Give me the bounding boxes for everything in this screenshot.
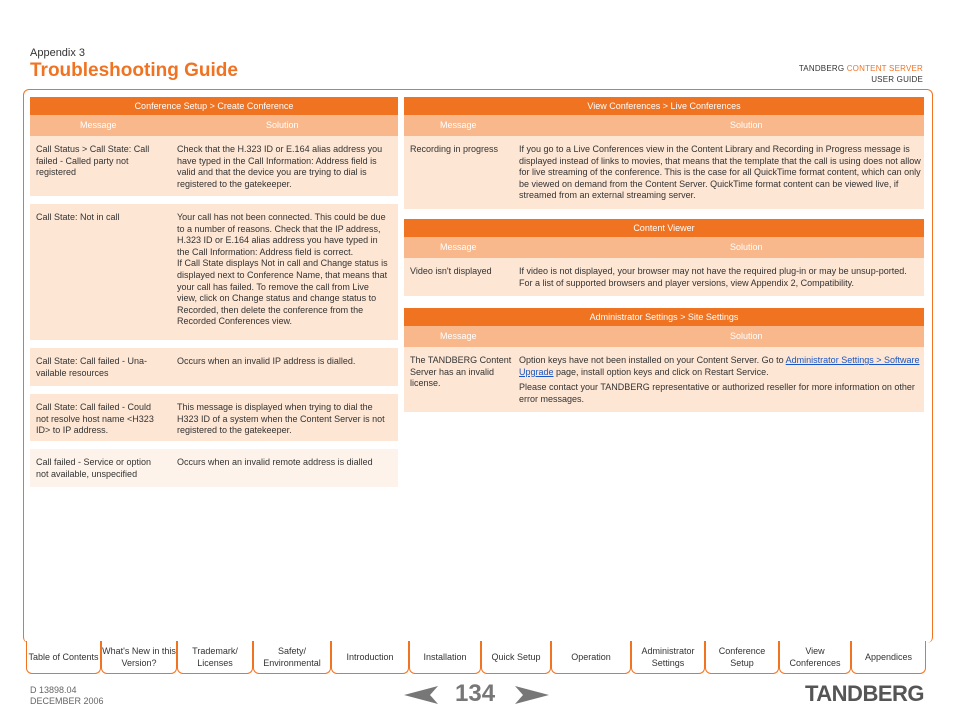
next-page-arrow-icon[interactable] xyxy=(515,686,549,704)
tab-operation[interactable]: Operation xyxy=(551,641,631,674)
table-subheader xyxy=(404,326,924,347)
col-message: Message xyxy=(440,242,477,252)
tab-table-of-contents[interactable]: Table of Contents xyxy=(26,641,101,674)
table-title: Administrator Settings > Site Settings xyxy=(404,308,924,326)
tab-trademark-licenses[interactable]: Trademark/ Licenses xyxy=(177,641,253,674)
col-message: Message xyxy=(80,120,117,130)
table-row xyxy=(404,258,924,296)
row-message: Call State: Call failed - Could not resolve host name <H323 ID> to IP address. xyxy=(36,402,154,436)
conference-setup-table xyxy=(30,97,398,479)
administrator-settings-table xyxy=(404,308,924,412)
row-solution: If video is not displayed, your browser may not have the required plug-in or may be unsup-ported. For a list of supported browsers and player versions, view Appendix 2, Compatibility. xyxy=(519,266,907,288)
table-row xyxy=(30,394,398,441)
row-solution: Your call has not been connected. This could be due to a number of reasons. Check that the IP address, H.323 ID or E.164 alias address you have typed in the Call Information: Address field is correct. If Call State displays Not in call and Change status is displayed next to Conference Name, that means that your call has failed. To remove the call from Live view, click on Change status and change status to Recorded, then delete the conference from the Recorded Conferences view. xyxy=(177,212,388,327)
tab-safety-environmental[interactable]: Safety/ Environmental xyxy=(253,641,331,674)
table-row xyxy=(30,449,398,487)
live-conferences-table xyxy=(404,97,924,209)
tab-whats-new[interactable]: What's New in this Version? xyxy=(101,641,177,674)
table-row xyxy=(30,348,398,386)
tab-introduction[interactable]: Introduction xyxy=(331,641,409,674)
col-solution: Solution xyxy=(266,120,299,130)
table-title: View Conferences > Live Conferences xyxy=(404,97,924,115)
document-info xyxy=(30,685,104,707)
brand-header xyxy=(799,63,923,85)
navigation-tabs xyxy=(26,641,926,675)
solution-paragraph: Option keys have not been installed on your Content Server. Go to Administrator Settings > Software Upgrade page, install option keys and click on Restart Service. xyxy=(519,355,920,377)
brand-guide: USER GUIDE xyxy=(871,75,923,84)
table-title: Content Viewer xyxy=(404,219,924,237)
tab-installation[interactable]: Installation xyxy=(409,641,481,674)
row-solution: Occurs when an invalid remote address is dialled xyxy=(177,457,373,467)
col-solution: Solution xyxy=(730,331,763,341)
administrator-settings-link[interactable]: Administrator Settings > Software Upgrade xyxy=(519,355,920,377)
doc-date: DECEMBER 2006 xyxy=(30,696,104,706)
page-number: 134 xyxy=(455,680,496,707)
table-row xyxy=(30,204,398,340)
row-message: Call failed - Service or option not available, unspecified xyxy=(36,457,152,479)
row-message: Video isn't displayed xyxy=(410,266,492,276)
row-message: The TANDBERG Content Server has an invalid license. xyxy=(410,355,512,389)
col-solution: Solution xyxy=(730,242,763,252)
row-solution xyxy=(519,355,921,405)
appendix-label: Appendix 3 xyxy=(30,47,86,59)
page-title: Troubleshooting Guide xyxy=(30,60,238,81)
tandberg-logo: TANDBERG xyxy=(804,681,924,706)
table-subheader xyxy=(404,115,924,136)
table-subheader xyxy=(30,115,398,136)
tab-conference-setup[interactable]: Conference Setup xyxy=(705,641,779,674)
content-viewer-table xyxy=(404,219,924,296)
table-row xyxy=(404,347,924,412)
brand-product: CONTENT SERVER xyxy=(846,64,923,73)
row-solution: This message is displayed when trying to dial the H323 ID of a system when the Content Server is not registered to the gatekeeper. xyxy=(177,402,385,436)
table-row xyxy=(404,136,924,209)
brand-name: TANDBERG xyxy=(798,64,847,73)
row-message: Call State: Not in call xyxy=(36,212,120,222)
row-message: Recording in progress xyxy=(410,144,499,154)
prev-page-arrow-icon[interactable] xyxy=(404,686,438,704)
col-solution: Solution xyxy=(730,120,763,130)
row-solution: Occurs when an invalid IP address is dialled. xyxy=(177,356,356,366)
tab-appendices[interactable]: Appendices xyxy=(851,641,926,674)
solution-paragraph-2: Please contact your TANDBERG representative or authorized reseller for more information on other error messages. xyxy=(519,382,915,404)
row-solution: Check that the H.323 ID or E.164 alias address you have typed in the Call Information: Address field is valid and that the device you are trying to dial is registered to the gatekeeper. xyxy=(177,144,383,189)
tab-view-conferences[interactable]: View Conferences xyxy=(779,641,851,674)
table-subheader xyxy=(404,237,924,258)
table-title: Conference Setup > Create Conference xyxy=(30,97,398,115)
tab-quick-setup[interactable]: Quick Setup xyxy=(481,641,551,674)
row-message: Call Status > Call State: Call failed - Called party not registered xyxy=(36,144,150,178)
row-message: Call State: Call failed - Una-vailable resources xyxy=(36,356,148,378)
doc-number: D 13898.04 xyxy=(30,685,77,695)
col-message: Message xyxy=(440,120,477,130)
col-message: Message xyxy=(440,331,477,341)
row-solution: If you go to a Live Conferences view in the Content Library and Recording in Progress message is displayed instead of links to movies, that means that the template that the call is using does not allow for live streaming of the conference. This is the case for all QuickTime format content, which can only be viewed on demand from the Content Server. QuickTime format content can be viewed live, if streamed from an external streaming server. xyxy=(519,144,921,201)
tab-administrator-settings[interactable]: Administrator Settings xyxy=(631,641,705,674)
table-row xyxy=(30,136,398,196)
